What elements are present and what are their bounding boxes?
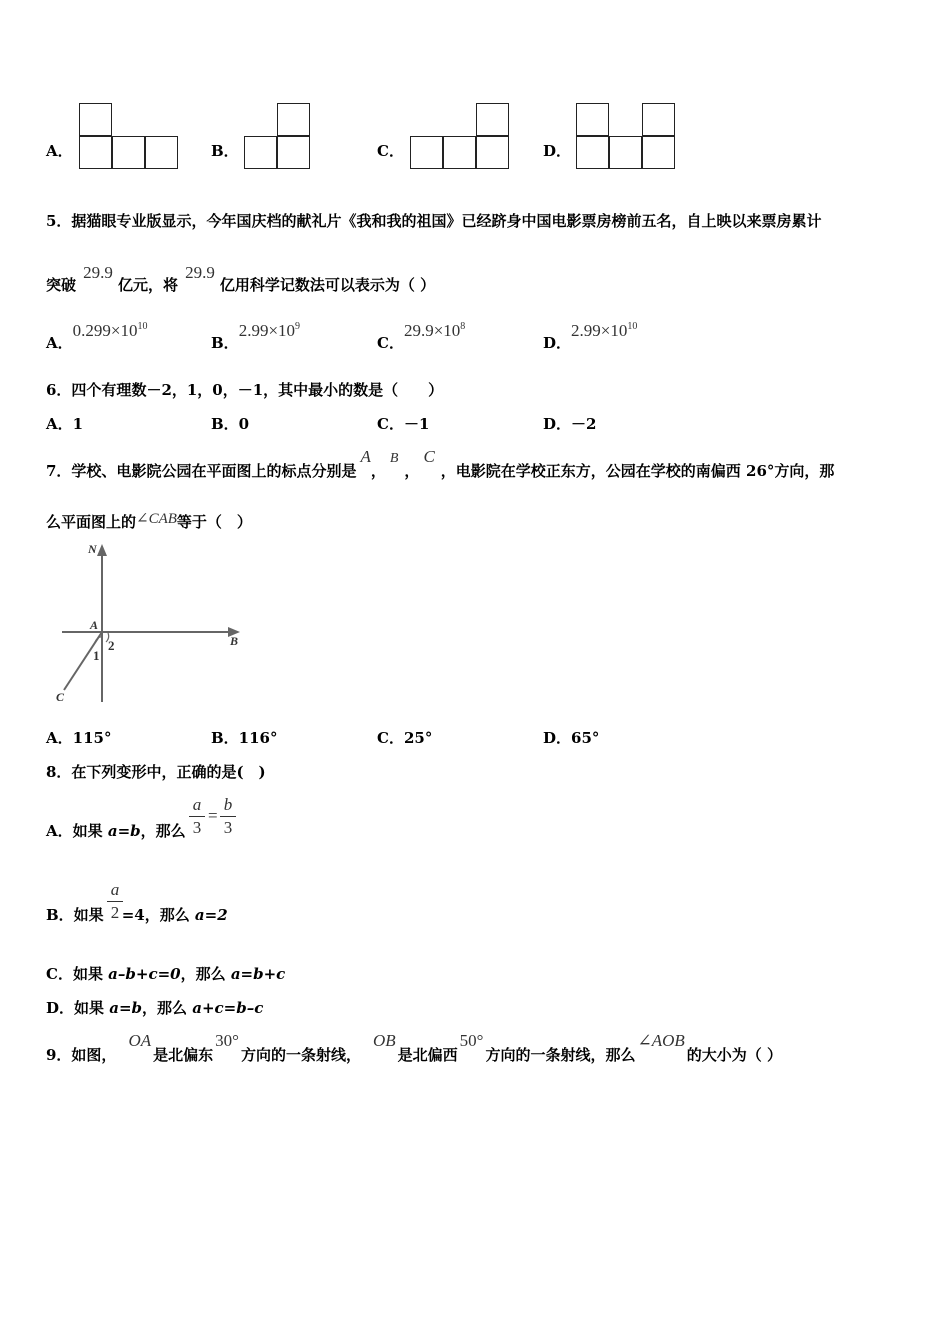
north-arrow-icon <box>97 544 107 556</box>
q4-option-c-label[interactable]: C． <box>377 142 404 160</box>
q8-option-c[interactable]: C．如果 a–b+c=0，那么 a=b+c <box>46 965 286 983</box>
q9-ray-ob: OB <box>372 1031 396 1050</box>
q8-b-fraction: a 2 <box>107 880 123 923</box>
q6-option-d[interactable]: D．－2 <box>543 415 597 433</box>
q7-stem-line2: 么平面图上的∠CAB等于（ ） <box>46 511 252 531</box>
label-c: C <box>56 690 65 704</box>
q9-degree-1: 30° <box>215 1031 239 1050</box>
q8-stem: 8．在下列变形中，正确的是( ) <box>46 763 266 781</box>
q5-option-a[interactable]: A．$0.299\times 10^{10}$ <box>46 321 148 352</box>
label-2: 2 <box>108 638 115 653</box>
q8-a-fraction-2: b 3 <box>220 795 236 838</box>
q5-option-c[interactable]: C．$29.9\times 10^8$ <box>377 321 466 352</box>
q8-a-fraction-1: a 3 <box>189 795 205 838</box>
q6-option-b[interactable]: B．0 <box>211 415 250 433</box>
q5-option-b[interactable]: B．$2.99\times 10^9$ <box>211 321 301 352</box>
q4-option-a-label[interactable]: A． <box>46 142 73 160</box>
q8-a-equals: = <box>208 806 218 825</box>
label-a: A <box>90 618 99 632</box>
q7-point-c: C <box>423 447 435 466</box>
q7-option-c[interactable]: C．25° <box>377 729 433 747</box>
q7-option-b[interactable]: B．116° <box>211 729 278 747</box>
q7-figure <box>50 540 250 715</box>
q9-ray-oa: OA <box>128 1031 152 1050</box>
label-1: 1 <box>93 648 100 663</box>
q5-value-1: 29.9 <box>83 263 113 282</box>
q4-option-d-label[interactable]: D． <box>543 142 572 160</box>
q7-option-a[interactable]: A．115° <box>46 729 112 747</box>
q6-option-c[interactable]: C．－1 <box>377 415 430 433</box>
q4-option-b-label[interactable]: B． <box>211 142 239 160</box>
q9-angle: ∠AOB <box>637 1031 685 1050</box>
q9-stem: 9．如图，OA是北偏东30°方向的一条射线，OB是北偏西50°方向的一条射线，那么∠AOB的大小为（ ） <box>46 1031 782 1064</box>
q7-diagram <box>50 540 250 715</box>
q8-option-a[interactable]: A．如果 a=b，那么 <box>46 822 186 840</box>
q5-value-2: 29.9 <box>185 263 215 282</box>
q5-option-d[interactable]: D．$2.99\times 10^{10}$ <box>543 321 638 352</box>
q5-stem-line1: 5．据猫眼专业版显示，今年国庆档的献礼片《我和我的祖国》已经跻身中国电影票房榜前五名，自上映以来票房累计 <box>46 212 822 230</box>
label-n: N <box>88 542 97 556</box>
q7-angle: ∠CAB <box>136 511 177 527</box>
q6-option-a[interactable]: A．1 <box>46 415 84 433</box>
q5-stem-line2: 突破 29.9 亿元，将 29.9 亿用科学记数法可以表示为（ ） <box>46 263 436 294</box>
q7-stem-line1: 7．学校、电影院公园在平面图上的标点分别是A，B，C，电影院在学校正东方，公园在学校的南偏西 26°方向，那 <box>46 447 835 480</box>
q9-degree-2: 50° <box>459 1031 484 1050</box>
q7-point-b: B <box>389 451 399 466</box>
q7-option-d[interactable]: D．65° <box>543 729 600 747</box>
label-b: B <box>230 634 239 648</box>
q8-option-d[interactable]: D．如果 a=b，那么 a+c=b–c <box>46 999 264 1017</box>
q6-stem: 6．四个有理数－2，1，0，－1，其中最小的数是（ ） <box>46 381 444 399</box>
q7-point-a: A <box>360 447 371 466</box>
angle-1-arc <box>95 637 102 642</box>
q8-option-b[interactable]: B．如果 =4，那么 a=2 <box>46 906 228 924</box>
